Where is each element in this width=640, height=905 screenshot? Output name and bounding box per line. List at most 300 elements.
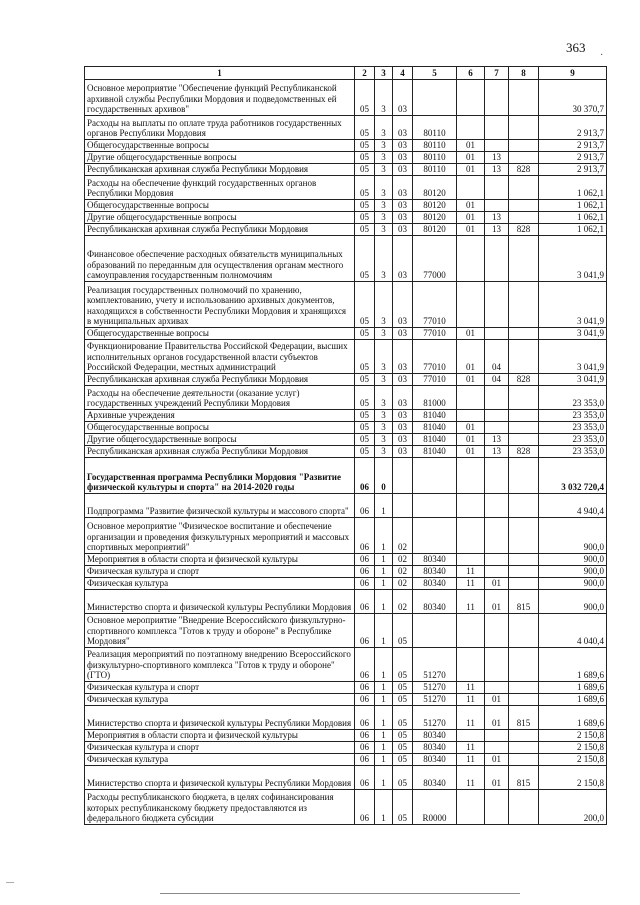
- row-sum-cell: 900,0: [539, 518, 607, 554]
- row-code-section: 11: [457, 742, 485, 754]
- row-code-ministry: 05: [355, 386, 375, 410]
- row-code-subsection: [485, 566, 509, 578]
- row-code-section: 01: [457, 140, 485, 152]
- row-code-program: 3: [375, 446, 393, 458]
- table-row: [85, 766, 607, 790]
- row-code-program: 1: [375, 494, 393, 518]
- row-name-cell: Мероприятия в области спорта и физической культуры: [85, 554, 355, 566]
- row-code-subprogram: 03: [393, 410, 413, 422]
- row-code-subsection: [485, 236, 509, 282]
- row-code-ministry: 06: [355, 614, 375, 648]
- table-row: [85, 682, 607, 694]
- row-code-subsection: [485, 742, 509, 754]
- table-row: [85, 80, 607, 116]
- row-code-program: 3: [375, 422, 393, 434]
- row-code-ministry: 05: [355, 422, 375, 434]
- row-code-subsection: [485, 730, 509, 742]
- row-name-cell: Реализация государственных полномочий по хранению, комплектованию, учету и использованию архивных документов, находящихся в собственности Республики Мордовия и хранящихся в муниципальных архивах: [85, 282, 355, 328]
- row-code-program: 1: [375, 554, 393, 566]
- row-code-direction: 80120: [413, 212, 457, 224]
- row-code-department: [509, 554, 539, 566]
- row-code-ministry: 05: [355, 212, 375, 224]
- row-name-cell: Физическая культура: [85, 578, 355, 590]
- row-name-cell: Финансовое обеспечение расходных обязательств муниципальных образований по переданным для осуществления органам местного самоуправления государственным полномочиям: [85, 236, 355, 282]
- row-code-section: 11: [457, 578, 485, 590]
- row-name-cell: Мероприятия в области спорта и физической культуры: [85, 730, 355, 742]
- row-code-ministry: 05: [355, 176, 375, 200]
- row-code-subprogram: 02: [393, 566, 413, 578]
- row-code-ministry: 05: [355, 164, 375, 176]
- table-row: [85, 566, 607, 578]
- row-code-section: 11: [457, 694, 485, 706]
- margin-mark: [6, 882, 14, 883]
- row-code-section: [457, 386, 485, 410]
- row-code-subsection: [485, 422, 509, 434]
- row-code-subprogram: 03: [393, 152, 413, 164]
- row-code-direction: R0000: [413, 790, 457, 825]
- table-row: [85, 224, 607, 236]
- row-code-section: 11: [457, 706, 485, 730]
- row-code-subsection: 04: [485, 374, 509, 386]
- row-name-cell: Другие общегосударственные вопросы: [85, 212, 355, 224]
- row-code-program: 3: [375, 374, 393, 386]
- row-code-department: [509, 730, 539, 742]
- row-code-subprogram: 03: [393, 374, 413, 386]
- row-name-cell: Физическая культура и спорт: [85, 742, 355, 754]
- row-name-cell: Общегосударственные вопросы: [85, 328, 355, 340]
- row-code-subsection: [485, 494, 509, 518]
- row-name-cell: Министерство спорта и физической культуры Республики Мордовия: [85, 706, 355, 730]
- row-code-program: 3: [375, 152, 393, 164]
- row-code-program: 1: [375, 790, 393, 825]
- row-code-subprogram: 03: [393, 236, 413, 282]
- table-row: [85, 328, 607, 340]
- table-row: [85, 518, 607, 554]
- header-cell-subsection: 7: [485, 67, 509, 80]
- row-code-section: 01: [457, 328, 485, 340]
- row-name-cell: Расходы республиканского бюджета, в целях софинансирования которых республиканскому бюджету предоставляются из федерального бюджета субсидии: [85, 790, 355, 825]
- row-sum-cell: 4 040,4: [539, 614, 607, 648]
- row-code-subprogram: 05: [393, 706, 413, 730]
- row-sum-cell: 900,0: [539, 590, 607, 614]
- row-code-subsection: [485, 176, 509, 200]
- row-code-subsection: [485, 328, 509, 340]
- row-code-subsection: 01: [485, 706, 509, 730]
- row-sum-cell: 900,0: [539, 554, 607, 566]
- table-row: [85, 176, 607, 200]
- row-sum-cell: 900,0: [539, 578, 607, 590]
- row-sum-cell: 3 041,9: [539, 236, 607, 282]
- row-code-subsection: [485, 682, 509, 694]
- table-row: [85, 554, 607, 566]
- row-code-program: 3: [375, 434, 393, 446]
- header-cell-subprogram: 4: [393, 67, 413, 80]
- row-sum-cell: 23 353,0: [539, 446, 607, 458]
- row-code-ministry: 05: [355, 374, 375, 386]
- table-row: [85, 458, 607, 494]
- row-code-department: 828: [509, 374, 539, 386]
- row-code-ministry: 06: [355, 578, 375, 590]
- row-code-subprogram: 03: [393, 422, 413, 434]
- row-code-subsection: [485, 790, 509, 825]
- row-code-program: 1: [375, 766, 393, 790]
- row-code-direction: 81040: [413, 446, 457, 458]
- row-code-subprogram: 03: [393, 116, 413, 140]
- row-sum-cell: 23 353,0: [539, 410, 607, 422]
- row-code-subprogram: 05: [393, 754, 413, 766]
- row-code-program: 3: [375, 200, 393, 212]
- row-code-direction: 80110: [413, 152, 457, 164]
- row-code-subsection: [485, 410, 509, 422]
- row-code-subprogram: 05: [393, 614, 413, 648]
- row-sum-cell: 23 353,0: [539, 386, 607, 410]
- row-sum-cell: 2 150,8: [539, 742, 607, 754]
- row-code-section: [457, 518, 485, 554]
- row-sum-cell: 1 062,1: [539, 224, 607, 236]
- row-sum-cell: 900,0: [539, 566, 607, 578]
- row-sum-cell: 2 150,8: [539, 766, 607, 790]
- row-code-program: 3: [375, 410, 393, 422]
- table-row: [85, 410, 607, 422]
- row-code-subprogram: 05: [393, 694, 413, 706]
- row-code-subsection: [485, 386, 509, 410]
- row-code-department: [509, 754, 539, 766]
- row-code-ministry: 06: [355, 682, 375, 694]
- table-row: [85, 374, 607, 386]
- row-code-subprogram: 03: [393, 446, 413, 458]
- row-code-subprogram: 02: [393, 518, 413, 554]
- row-code-department: [509, 152, 539, 164]
- row-name-cell: Министерство спорта и физической культуры Республики Мордовия: [85, 590, 355, 614]
- row-code-department: [509, 140, 539, 152]
- row-name-cell: Основное мероприятие "Физическое воспитание и обеспечение организации и проведения физкультурных мероприятий и массовых спортивных мероприятий": [85, 518, 355, 554]
- row-code-direction: 81040: [413, 422, 457, 434]
- row-code-ministry: 06: [355, 742, 375, 754]
- row-sum-cell: 2 913,7: [539, 116, 607, 140]
- table-row: [85, 386, 607, 410]
- row-sum-cell: 23 353,0: [539, 434, 607, 446]
- row-code-program: 3: [375, 140, 393, 152]
- row-code-subprogram: 03: [393, 176, 413, 200]
- row-code-section: 01: [457, 212, 485, 224]
- row-code-department: [509, 328, 539, 340]
- row-code-direction: 81000: [413, 386, 457, 410]
- row-code-section: [457, 614, 485, 648]
- row-code-direction: [413, 80, 457, 116]
- row-code-ministry: 05: [355, 446, 375, 458]
- row-code-section: [457, 80, 485, 116]
- row-code-ministry: 05: [355, 224, 375, 236]
- row-code-subprogram: 03: [393, 224, 413, 236]
- row-code-section: 11: [457, 566, 485, 578]
- row-code-program: 1: [375, 578, 393, 590]
- row-code-section: [457, 554, 485, 566]
- row-code-direction: 80110: [413, 116, 457, 140]
- row-code-subsection: 01: [485, 754, 509, 766]
- row-code-program: 1: [375, 566, 393, 578]
- row-code-direction: 51270: [413, 706, 457, 730]
- row-code-subsection: 01: [485, 590, 509, 614]
- margin-tick: ·: [600, 50, 604, 61]
- table-row: [85, 694, 607, 706]
- row-code-direction: [413, 614, 457, 648]
- row-code-section: 01: [457, 422, 485, 434]
- row-code-section: 01: [457, 200, 485, 212]
- row-name-cell: Министерство спорта и физической культуры Республики Мордовия: [85, 766, 355, 790]
- header-cell-name: 1: [85, 67, 355, 80]
- row-code-subsection: 13: [485, 434, 509, 446]
- row-code-direction: [413, 458, 457, 494]
- table-row: [85, 212, 607, 224]
- row-name-cell: Реализация мероприятий по поэтапному внедрению Всероссийского физкультурно-спортивного комплекса "Готов к труду и обороне" (ГТО): [85, 648, 355, 682]
- row-code-direction: 80340: [413, 566, 457, 578]
- row-code-direction: 80120: [413, 200, 457, 212]
- header-row: [85, 67, 607, 80]
- row-code-direction: 51270: [413, 694, 457, 706]
- row-code-program: 1: [375, 754, 393, 766]
- row-code-direction: 80120: [413, 176, 457, 200]
- row-code-subprogram: 03: [393, 212, 413, 224]
- row-code-subprogram: 03: [393, 340, 413, 374]
- row-code-section: 01: [457, 224, 485, 236]
- row-sum-cell: 30 370,7: [539, 80, 607, 116]
- row-name-cell: Расходы на обеспечение деятельности (оказание услуг) государственных учреждений Республики Мордовия: [85, 386, 355, 410]
- row-code-section: [457, 236, 485, 282]
- row-code-subprogram: 03: [393, 328, 413, 340]
- row-sum-cell: 1 689,6: [539, 694, 607, 706]
- row-code-subsection: [485, 518, 509, 554]
- row-code-department: [509, 340, 539, 374]
- row-code-subprogram: 03: [393, 140, 413, 152]
- row-code-subsection: [485, 648, 509, 682]
- row-code-program: 1: [375, 614, 393, 648]
- row-sum-cell: 4 940,4: [539, 494, 607, 518]
- row-code-subprogram: 05: [393, 682, 413, 694]
- row-sum-cell: 2 913,7: [539, 140, 607, 152]
- table-row: [85, 742, 607, 754]
- row-code-subprogram: [393, 494, 413, 518]
- row-code-section: 11: [457, 754, 485, 766]
- row-name-cell: Другие общегосударственные вопросы: [85, 152, 355, 164]
- row-sum-cell: 1 062,1: [539, 176, 607, 200]
- row-code-department: [509, 422, 539, 434]
- row-code-direction: 80110: [413, 164, 457, 176]
- row-code-subprogram: 03: [393, 434, 413, 446]
- table-row: [85, 200, 607, 212]
- row-code-section: 01: [457, 446, 485, 458]
- row-code-direction: 80340: [413, 590, 457, 614]
- row-sum-cell: 1 062,1: [539, 212, 607, 224]
- table-row: [85, 422, 607, 434]
- row-code-ministry: 06: [355, 694, 375, 706]
- table-row: [85, 434, 607, 446]
- row-code-program: 3: [375, 116, 393, 140]
- row-sum-cell: 200,0: [539, 790, 607, 825]
- row-code-section: [457, 790, 485, 825]
- row-code-subsection: [485, 614, 509, 648]
- table-row: [85, 140, 607, 152]
- row-code-department: 828: [509, 446, 539, 458]
- row-name-cell: Республиканская архивная служба Республики Мордовия: [85, 374, 355, 386]
- row-code-department: [509, 212, 539, 224]
- row-sum-cell: 3 041,9: [539, 340, 607, 374]
- row-sum-cell: 1 689,6: [539, 682, 607, 694]
- row-code-section: [457, 648, 485, 682]
- row-code-department: [509, 566, 539, 578]
- row-code-subprogram: 02: [393, 578, 413, 590]
- row-code-ministry: 06: [355, 458, 375, 494]
- row-code-direction: 77010: [413, 282, 457, 328]
- row-sum-cell: 2 150,8: [539, 730, 607, 742]
- row-code-subprogram: 03: [393, 200, 413, 212]
- row-code-department: [509, 578, 539, 590]
- row-name-cell: Физическая культура: [85, 694, 355, 706]
- row-code-direction: [413, 494, 457, 518]
- row-code-subsection: 01: [485, 694, 509, 706]
- row-code-department: [509, 434, 539, 446]
- row-code-subsection: 13: [485, 152, 509, 164]
- row-code-department: [509, 790, 539, 825]
- row-name-cell: Основное мероприятие "Обеспечение функций Республиканской архивной службы Республики Мордовия и подведомственных ей государственных архивов": [85, 80, 355, 116]
- row-code-department: [509, 742, 539, 754]
- footer-rule: [160, 893, 520, 894]
- row-code-department: 815: [509, 590, 539, 614]
- header-cell-direction: 5: [413, 67, 457, 80]
- table-row: [85, 116, 607, 140]
- row-code-department: [509, 682, 539, 694]
- row-code-section: 01: [457, 434, 485, 446]
- row-code-department: [509, 518, 539, 554]
- row-name-cell: Республиканская архивная служба Республики Мордовия: [85, 164, 355, 176]
- row-code-department: [509, 282, 539, 328]
- row-sum-cell: 3 041,9: [539, 374, 607, 386]
- row-code-subprogram: [393, 458, 413, 494]
- row-name-cell: Архивные учреждения: [85, 410, 355, 422]
- header-cell-program: 3: [375, 67, 393, 80]
- row-code-subsection: 01: [485, 766, 509, 790]
- row-code-subprogram: 02: [393, 554, 413, 566]
- row-code-section: [457, 176, 485, 200]
- row-code-program: 3: [375, 328, 393, 340]
- table-row: [85, 648, 607, 682]
- table-row: [85, 790, 607, 825]
- row-name-cell: Расходы на выплаты по оплате труда работников государственных органов Республики Мордовия: [85, 116, 355, 140]
- row-code-direction: 77010: [413, 328, 457, 340]
- table-row: [85, 236, 607, 282]
- row-code-section: [457, 410, 485, 422]
- table-row: [85, 494, 607, 518]
- row-code-ministry: 06: [355, 766, 375, 790]
- row-sum-cell: 1 689,6: [539, 648, 607, 682]
- row-code-program: 1: [375, 648, 393, 682]
- row-sum-cell: 23 353,0: [539, 422, 607, 434]
- table-row: [85, 730, 607, 742]
- row-code-program: 3: [375, 386, 393, 410]
- row-sum-cell: 2 913,7: [539, 164, 607, 176]
- row-code-ministry: 05: [355, 434, 375, 446]
- row-sum-cell: 2 913,7: [539, 152, 607, 164]
- row-code-program: 1: [375, 742, 393, 754]
- row-code-program: 1: [375, 730, 393, 742]
- row-code-subsection: 13: [485, 446, 509, 458]
- row-code-program: 0: [375, 458, 393, 494]
- row-code-department: [509, 236, 539, 282]
- table-row: [85, 754, 607, 766]
- row-code-ministry: 05: [355, 340, 375, 374]
- row-code-subprogram: 05: [393, 648, 413, 682]
- header-cell-sum: 9: [539, 67, 607, 80]
- row-code-subprogram: 05: [393, 766, 413, 790]
- row-code-program: 3: [375, 224, 393, 236]
- row-code-department: [509, 80, 539, 116]
- row-code-ministry: 05: [355, 236, 375, 282]
- row-code-ministry: 06: [355, 566, 375, 578]
- row-code-subsection: 13: [485, 212, 509, 224]
- table-row: [85, 578, 607, 590]
- row-code-section: [457, 730, 485, 742]
- row-code-department: [509, 694, 539, 706]
- row-code-ministry: 06: [355, 518, 375, 554]
- row-code-subprogram: 05: [393, 742, 413, 754]
- header-cell-department: 8: [509, 67, 539, 80]
- row-code-program: 3: [375, 282, 393, 328]
- row-code-department: 828: [509, 164, 539, 176]
- row-code-ministry: 05: [355, 152, 375, 164]
- row-code-subsection: 01: [485, 578, 509, 590]
- row-code-subprogram: 02: [393, 590, 413, 614]
- row-sum-cell: 3 041,9: [539, 282, 607, 328]
- row-code-direction: 77010: [413, 340, 457, 374]
- table-row: [85, 340, 607, 374]
- row-name-cell: Государственная программа Республики Мордовия "Развитие физической культуры и спорта" на 2014-2020 годы: [85, 458, 355, 494]
- row-name-cell: Физическая культура и спорт: [85, 566, 355, 578]
- row-name-cell: Основное мероприятие "Внедрение Всероссийского физкультурно-спортивного комплекса "Готов к труду и обороне" в Республике Мордовия": [85, 614, 355, 648]
- row-code-subsection: [485, 80, 509, 116]
- row-code-program: 3: [375, 236, 393, 282]
- row-code-ministry: 06: [355, 730, 375, 742]
- row-code-direction: 80340: [413, 766, 457, 790]
- row-code-department: [509, 116, 539, 140]
- row-code-section: 01: [457, 340, 485, 374]
- row-code-direction: 80110: [413, 140, 457, 152]
- row-code-subprogram: 03: [393, 282, 413, 328]
- row-code-direction: 80340: [413, 578, 457, 590]
- header-cell-ministry: 2: [355, 67, 375, 80]
- row-name-cell: Другие общегосударственные вопросы: [85, 434, 355, 446]
- table-row: [85, 614, 607, 648]
- row-code-program: 3: [375, 176, 393, 200]
- row-code-ministry: 05: [355, 328, 375, 340]
- row-code-department: 828: [509, 224, 539, 236]
- row-code-subsection: [485, 116, 509, 140]
- row-code-subsection: [485, 554, 509, 566]
- row-code-direction: 81040: [413, 434, 457, 446]
- row-name-cell: Расходы на обеспечение функций государственных органов Республики Мордовия: [85, 176, 355, 200]
- row-name-cell: Физическая культура и спорт: [85, 682, 355, 694]
- row-code-department: [509, 648, 539, 682]
- row-code-subprogram: 05: [393, 730, 413, 742]
- row-code-ministry: 05: [355, 116, 375, 140]
- row-sum-cell: 1 689,6: [539, 706, 607, 730]
- row-code-subprogram: 03: [393, 386, 413, 410]
- budget-table: [84, 66, 607, 825]
- row-code-ministry: 06: [355, 648, 375, 682]
- row-name-cell: Общегосударственные вопросы: [85, 422, 355, 434]
- row-code-direction: 81040: [413, 410, 457, 422]
- row-code-program: 1: [375, 694, 393, 706]
- header-cell-section: 6: [457, 67, 485, 80]
- row-code-ministry: 05: [355, 282, 375, 328]
